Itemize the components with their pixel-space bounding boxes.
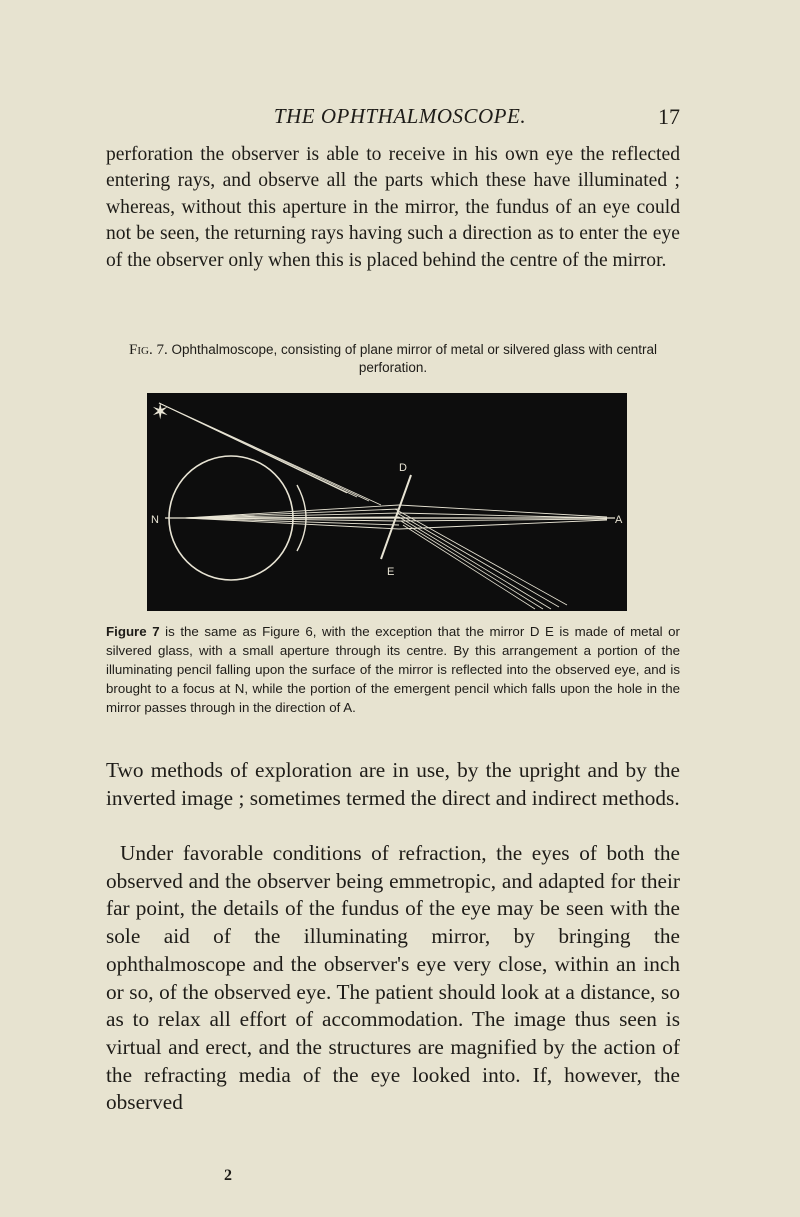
paragraph-methods: Two methods of exploration are in use, by the upright and by the inverted image ; sometimes termed the direct and indirect methods. [106, 758, 680, 810]
label-n: N [151, 514, 159, 526]
figure-label: Fig. 7. [129, 342, 168, 358]
figure-caption [106, 341, 680, 376]
page-header [0, 104, 800, 136]
ophthalmoscope-diagram [147, 393, 627, 611]
signature-mark: 2 [224, 1167, 232, 1184]
figure-explanation-text: is the same as Figure 6, with the exception that the mirror D E is made of metal or silvered glass, with a small aperture through its centre. By this arrangement a portion of the illuminating pencil falling upon the surface of the mirror is reflected into the observed eye, and is brought to a focus at N, while the portion of the emergent pencil which falls upon the hole in the mirror passes through in the direction of A. [106, 624, 680, 715]
page-number: 17 [658, 104, 680, 129]
label-a: A [615, 514, 623, 526]
figure-caption-text: Ophthalmoscope, consisting of plane mirror of metal or silvered glass with central perforation. [171, 342, 657, 375]
label-e: E [387, 566, 395, 578]
figure-explanation [106, 622, 680, 717]
paragraph-continuation: perforation the observer is able to receive in his own eye the reflected entering rays, and observe all the parts which these have illuminated ; whereas, without this aperture in the mirror, the fundus of an eye could not be seen, the returning rays having such a direction as to enter the eye of the observer only when this is placed behind the centre of the mirror. [106, 144, 680, 271]
running-title: THE OPHTHALMOSCOPE. [273, 104, 527, 128]
star-symbol: ✶ [151, 400, 170, 425]
figure-reference: Figure 7 [106, 624, 160, 639]
label-d: D [399, 462, 407, 474]
paragraph-conditions: Under favorable conditions of refraction, the eyes of both the observed and the observer being emmetropic, and adapted for their far point, the details of the fundus of the eye may be seen with the sole aid of the illuminating mirror, by bringing the ophthalmoscope and the observer's eye very close, within an inch or so, of the observed eye. The patient should look at a distance, so as to relax all effort of accommodation. The image thus seen is virtual and erect, and the structures are magnified by the action of the refracting media of the eye looked into. If, however, the observed [106, 841, 680, 1115]
diagram-svg [147, 393, 627, 611]
